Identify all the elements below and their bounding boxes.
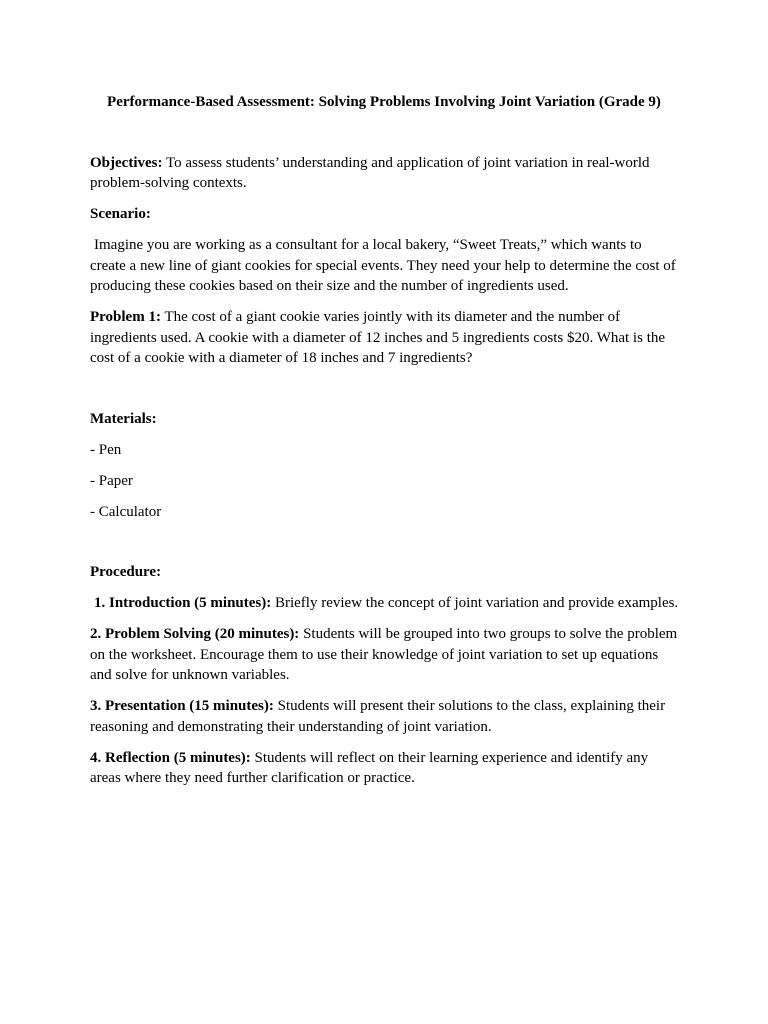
scenario-paragraph: [90, 235, 680, 297]
materials-item: - Pen: [90, 441, 122, 458]
procedure-step-label: 1. Introduction (5 minutes):: [94, 595, 272, 611]
materials-item: - Paper: [90, 472, 133, 489]
scenario-heading: [90, 204, 680, 225]
procedure-step-text: Students will be grouped into two groups to solve the problem on the worksheet. Encourage them to use their knowledge of joint variation to set up equations and solve for unknown variables.: [90, 626, 678, 683]
materials-label: Materials:: [90, 410, 157, 427]
procedure-heading: [90, 562, 680, 583]
procedure-step-label: 4. Reflection (5 minutes):: [90, 749, 251, 766]
procedure-label: Procedure:: [90, 564, 162, 580]
procedure-step: [90, 624, 680, 686]
procedure-step-text: Briefly review the concept of joint variation and provide examples.: [271, 595, 679, 611]
objectives-label: Objectives:: [90, 154, 163, 171]
objectives-text: To assess students’ understanding and application of joint variation in real-world problem-solving contexts.: [90, 154, 650, 191]
procedure-step: [90, 593, 680, 614]
materials-heading: [90, 409, 680, 430]
procedure-step-text: Students will present their solutions to the class, explaining their reasoning and demonstrating their understanding of joint variation.: [90, 698, 666, 735]
scenario-text: Imagine you are working as a consultant for a local bakery, “Sweet Treats,” which wants to create a new line of giant cookies for special events. They need your help to determine the cost of producing these cookies based on their size and the number of ingredients used.: [90, 237, 676, 294]
document-title: Performance-Based Assessment: Solving Problems Involving Joint Variation (Grade 9): [107, 94, 661, 110]
objectives-paragraph: [90, 153, 680, 194]
procedure-step-label: 2. Problem Solving (20 minutes):: [90, 626, 300, 642]
procedure-step-label: 3. Presentation (15 minutes):: [90, 698, 274, 714]
document-content: [90, 92, 680, 799]
procedure-step: [90, 696, 680, 737]
problem-label: Problem 1:: [90, 309, 161, 325]
scenario-label: Scenario:: [90, 206, 151, 222]
procedure-step: [90, 748, 680, 789]
problem-text: The cost of a giant cookie varies jointly with its diameter and the number of ingredients used. A cookie with a diameter of 12 inches and 5 ingredients costs $20. What is the cost of a cookie with a diameter of 18 inches and 7 ingredients?: [90, 309, 666, 366]
procedure-step-text: Students will reflect on their learning experience and identify any areas where they need further clarification or practice.: [90, 749, 649, 786]
materials-item: - Calculator: [90, 503, 162, 520]
problem-paragraph: [90, 307, 680, 369]
